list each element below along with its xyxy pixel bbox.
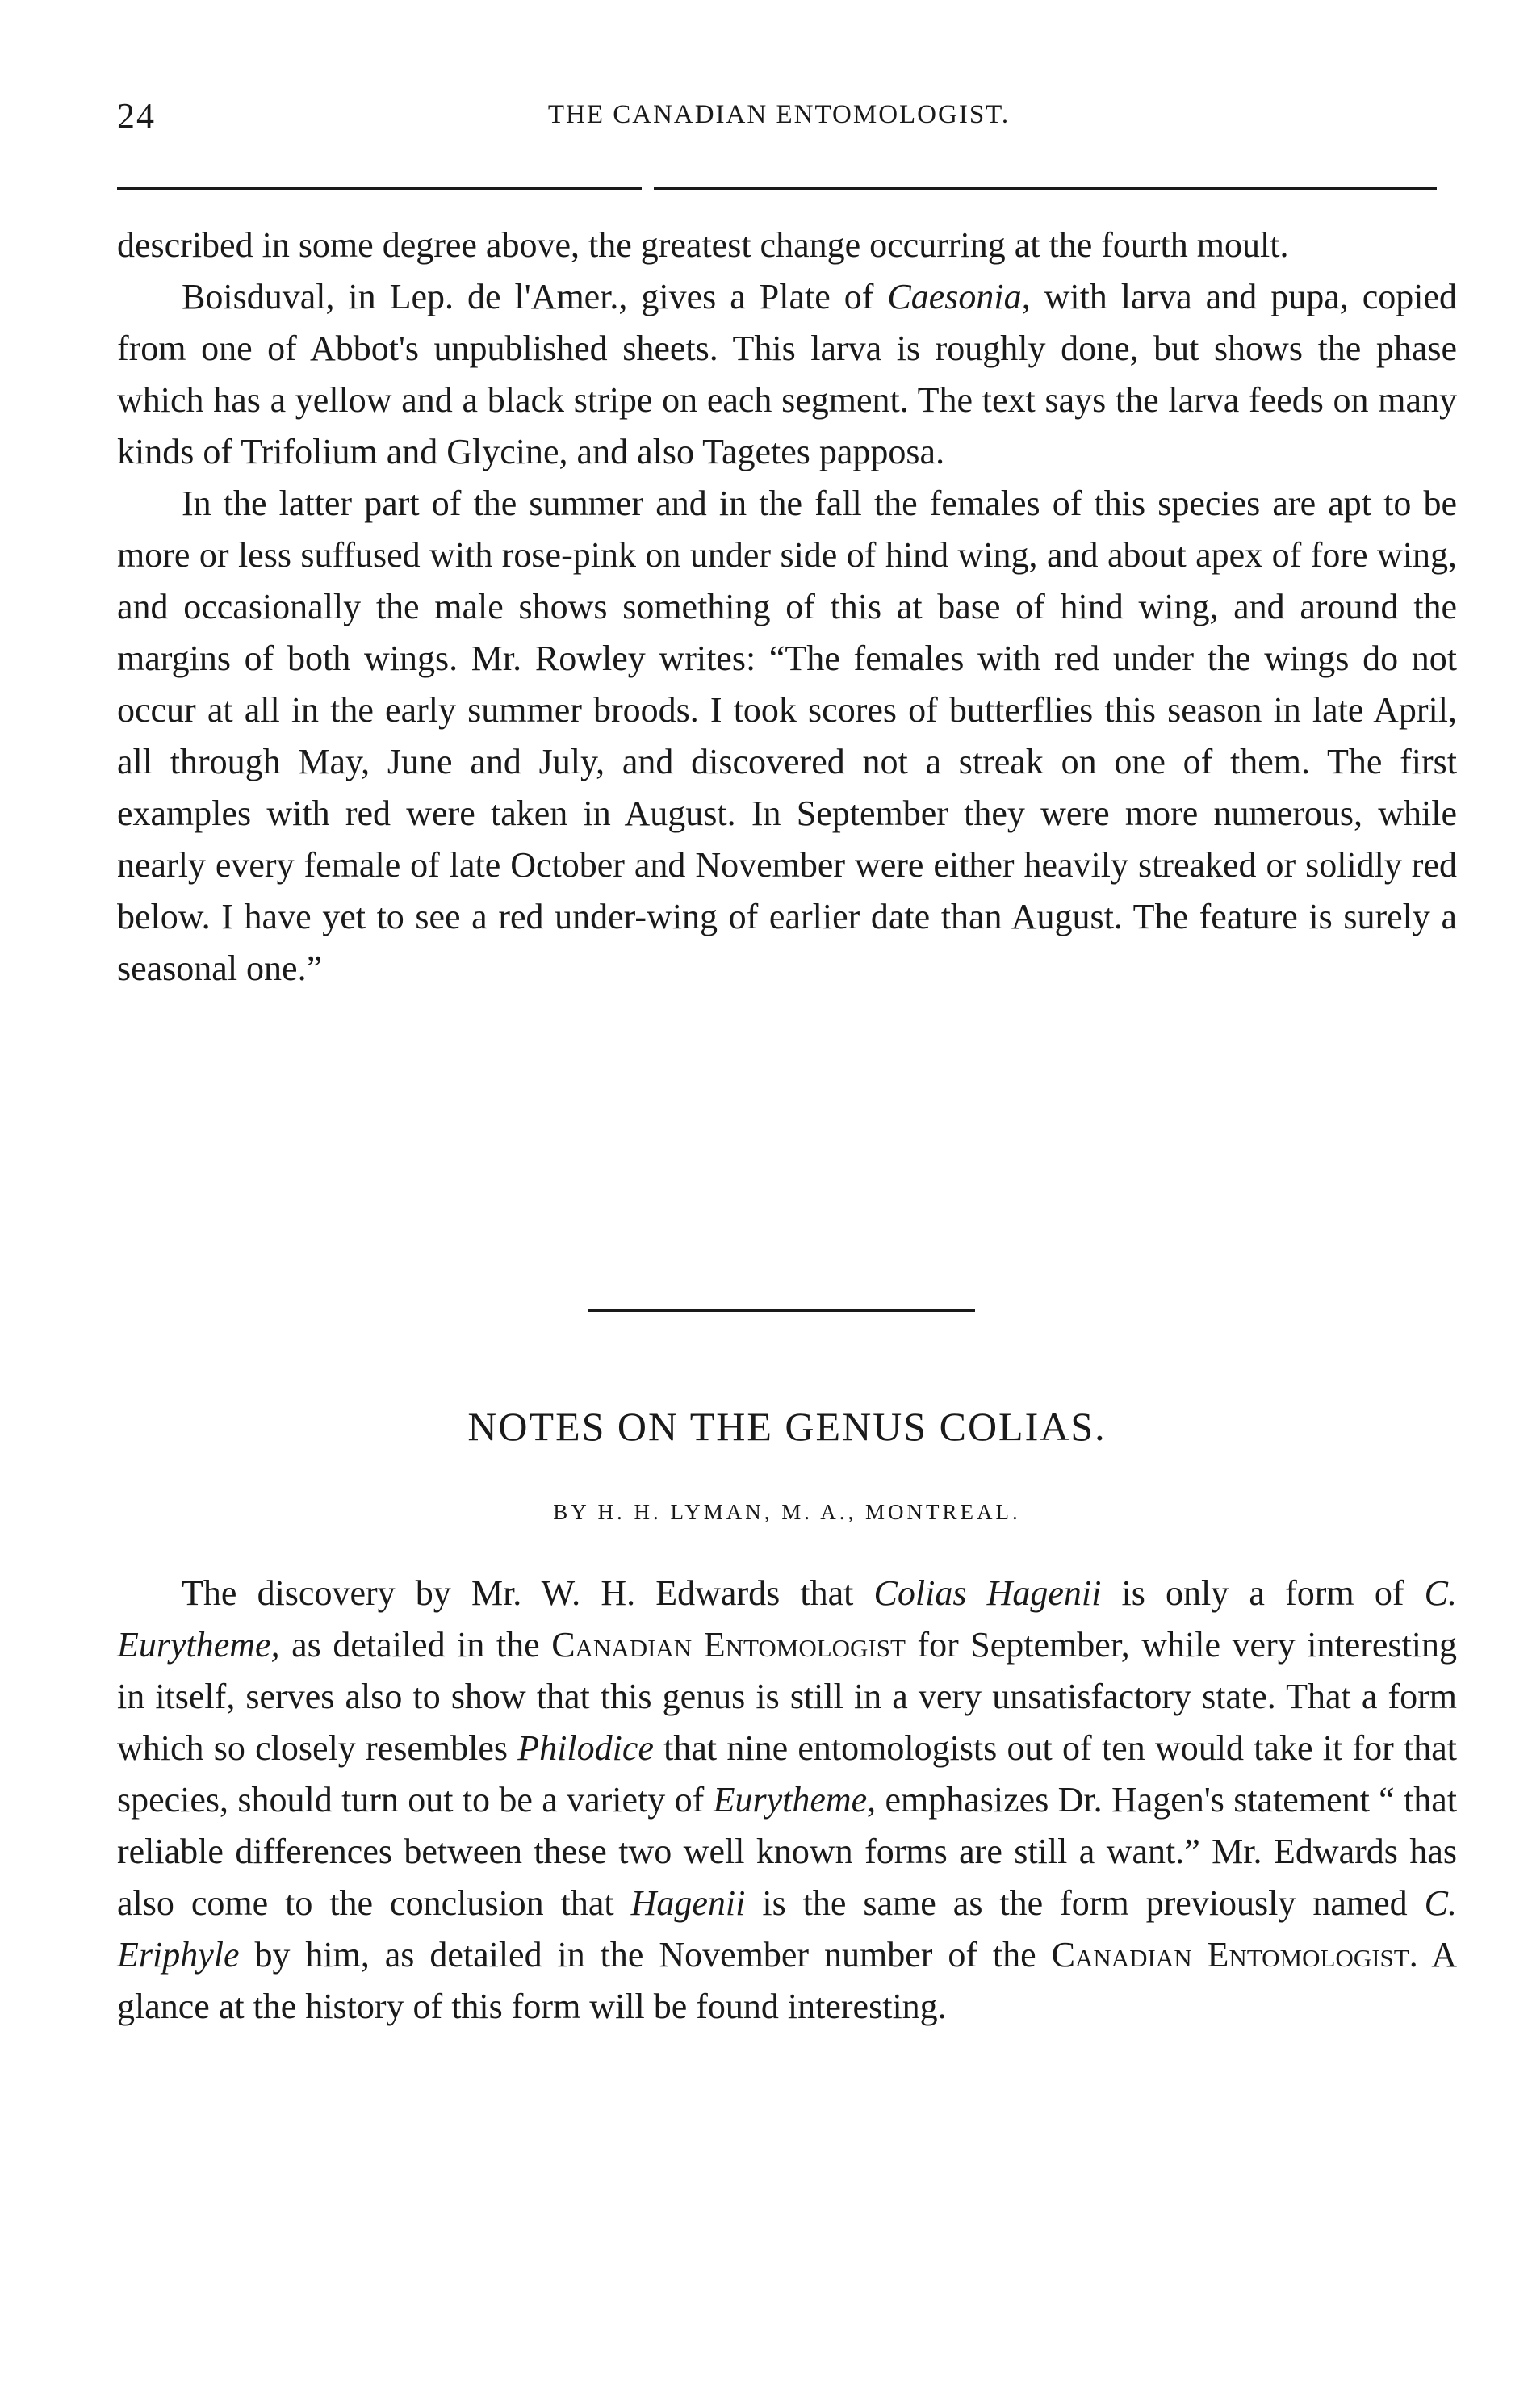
page-header — [117, 95, 1441, 144]
paragraph-text: is only a form of — [1101, 1573, 1425, 1613]
paragraph — [117, 271, 1457, 478]
article-body — [117, 1568, 1457, 2033]
running-title: THE CANADIAN ENTOMOLOGIST. — [547, 100, 1011, 129]
paragraph-text: emphasizes Dr. Hagen's statement “ that reliable differences between these two well known forms are still a want.” Mr. Edwards has also come to the conclusion that — [117, 1780, 1457, 1923]
species-name: Philodice — [517, 1728, 654, 1768]
species-name: Colias Hagenii — [873, 1573, 1102, 1613]
paragraph-text: for September, while very interesting in itself, serves also to show that this genus is still in a very unsatisfactory state. That a form which so closely resembles — [117, 1625, 1457, 1768]
paragraph-text: described in some degree above, the greatest change occurring at the fourth moult. — [117, 225, 1289, 265]
paragraph-text: Boisduval, in Lep. de l'Amer., gives a Plate of — [182, 277, 888, 316]
article-byline: BY H. H. LYMAN, M. A., MONTREAL. — [553, 1500, 1021, 1524]
paragraph-text: that nine entomologists out of ten would take it for that species, should turn out to be a variety of — [117, 1728, 1458, 1820]
article-title: NOTES ON THE GENUS COLIAS. — [467, 1404, 1107, 1449]
paragraph-text: as detailed in the — [279, 1625, 552, 1665]
journal-name: Canadian Entomologist — [551, 1625, 906, 1665]
species-name: Eurytheme, — [713, 1780, 877, 1820]
paragraph-text: by him, as detailed in the November number of the — [239, 1935, 1052, 1975]
species-name: Hagenii — [630, 1883, 746, 1923]
paragraph-text: The discovery by Mr. W. H. Edwards that — [182, 1573, 874, 1613]
species-name: C. Eurytheme, — [117, 1573, 1457, 1665]
paragraph-text: In the latter part of the summer and in the fall the females of this species are apt to be more or less suffused with rose-pink on under side of hind wing, and about apex of fore wing, and occasionally the male shows something of this at base of hind wing, and around the margins of both wings. Mr. Rowley writes: “The females with red under the wings do not occur at all in the early summer broods. I took scores of butterflies this season in late April, all through May, June and July, and discovered not a streak on one of them. The first examples with red were taken in August. In September they were more numerous, while nearly every female of late October and November were either heavily streaked or solidly red below. I have yet to see a red under-wing of earlier date than August. The feature is surely a seasonal one.” — [117, 484, 1457, 988]
header-rule — [654, 187, 1437, 190]
header-rule — [117, 187, 642, 190]
continued-article-text — [117, 220, 1457, 995]
species-name: C. Eriphyle — [117, 1883, 1457, 1975]
paragraph-text: A glance at the history of this form will be found interesting. — [117, 1935, 1457, 2026]
page-number: 24 — [117, 96, 156, 136]
section-divider — [588, 1309, 975, 1312]
paragraph — [117, 478, 1457, 995]
paragraph-text: is the same as the form previously named — [745, 1883, 1425, 1923]
journal-name: Canadian Entomologist. — [1051, 1935, 1418, 1975]
paragraph — [117, 220, 1457, 271]
paragraph-text: with larva and pupa, copied from one of Abbot's unpublished sheets. This larva is roughly done, but shows the phase which has a yellow and a black stripe on each segment. The text says the larva feeds on many kinds of Trifolium and Glycine, and also Tagetes papposa. — [117, 277, 1457, 471]
paragraph — [117, 1568, 1457, 2033]
species-name: Caesonia, — [887, 277, 1031, 316]
